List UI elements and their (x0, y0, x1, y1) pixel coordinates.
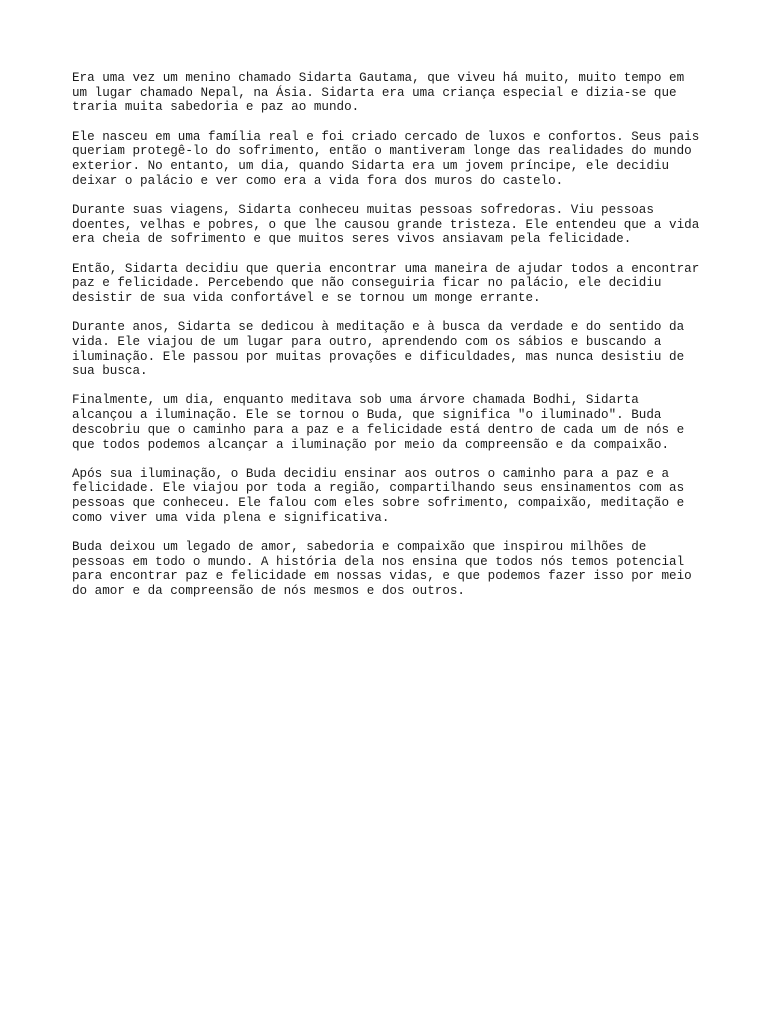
paragraph-2: Ele nasceu em uma família real e foi criado cercado de luxos e confortos. Seus pais queriam protegê-lo do sofrimento, então o mantiveram longe das realidades do mundo exterior. No entanto, um dia, quando Sidarta era um jovem príncipe, ele decidiu deixar o palácio e ver como era a vida fora dos muros do castelo. (72, 129, 700, 188)
document-body (72, 71, 702, 613)
paragraph-1: Era uma vez um menino chamado Sidarta Gautama, que viveu há muito, muito tempo em um lugar chamado Nepal, na Ásia. Sidarta era uma criança especial e dizia-se que traria muita sabedoria e paz ao mundo. (72, 71, 685, 115)
paragraph-3: Durante suas viagens, Sidarta conheceu muitas pessoas sofredoras. Viu pessoas doentes, velhas e pobres, o que lhe causou grande tristeza. Ele entendeu que a vida era cheia de sofrimento e que muitos seres vivos ansiavam pela felicidade. (72, 202, 700, 247)
paragraph-8: Buda deixou um legado de amor, sabedoria e compaixão que inspirou milhões de pessoas em todo o mundo. A história dela nos ensina que todos nós temos potencial para encontrar paz e felicidade em nossas vidas, e que podemos fazer isso por meio do amor e da compreensão de nós mesmos e dos outros. (72, 540, 692, 599)
paragraph-6: Finalmente, um dia, enquanto meditava sob uma árvore chamada Bodhi, Sidarta alcançou a iluminação. Ele se tornou o Buda, que significa "o iluminado". Buda descobriu que o caminho para a paz e a felicidade está dentro de cada um de nós e que todos podemos alcançar a iluminação por meio da compreensão e da compaixão. (72, 393, 685, 452)
paragraph-5: Durante anos, Sidarta se dedicou à meditação e à busca da verdade e do sentido da vida. Ele viajou de um lugar para outro, aprendendo com os sábios e buscando a iluminação. Ele passou por muitas provações e dificuldades, mas nunca desistiu de sua busca. (72, 320, 685, 379)
paragraph-7: Após sua iluminação, o Buda decidiu ensinar aos outros o caminho para a paz e a felicidade. Ele viajou por toda a região, compartilhando seus ensinamentos com as pessoas que conheceu. Ele falou com eles sobre sofrimento, compaixão, meditação e como viver uma vida plena e significativa. (72, 466, 685, 525)
paragraph-4: Então, Sidarta decidiu que queria encontrar uma maneira de ajudar todos a encontrar paz e felicidade. Percebendo que não conseguiria ficar no palácio, ele decidiu desistir de sua vida confortável e se tornou um monge errante. (72, 261, 700, 305)
